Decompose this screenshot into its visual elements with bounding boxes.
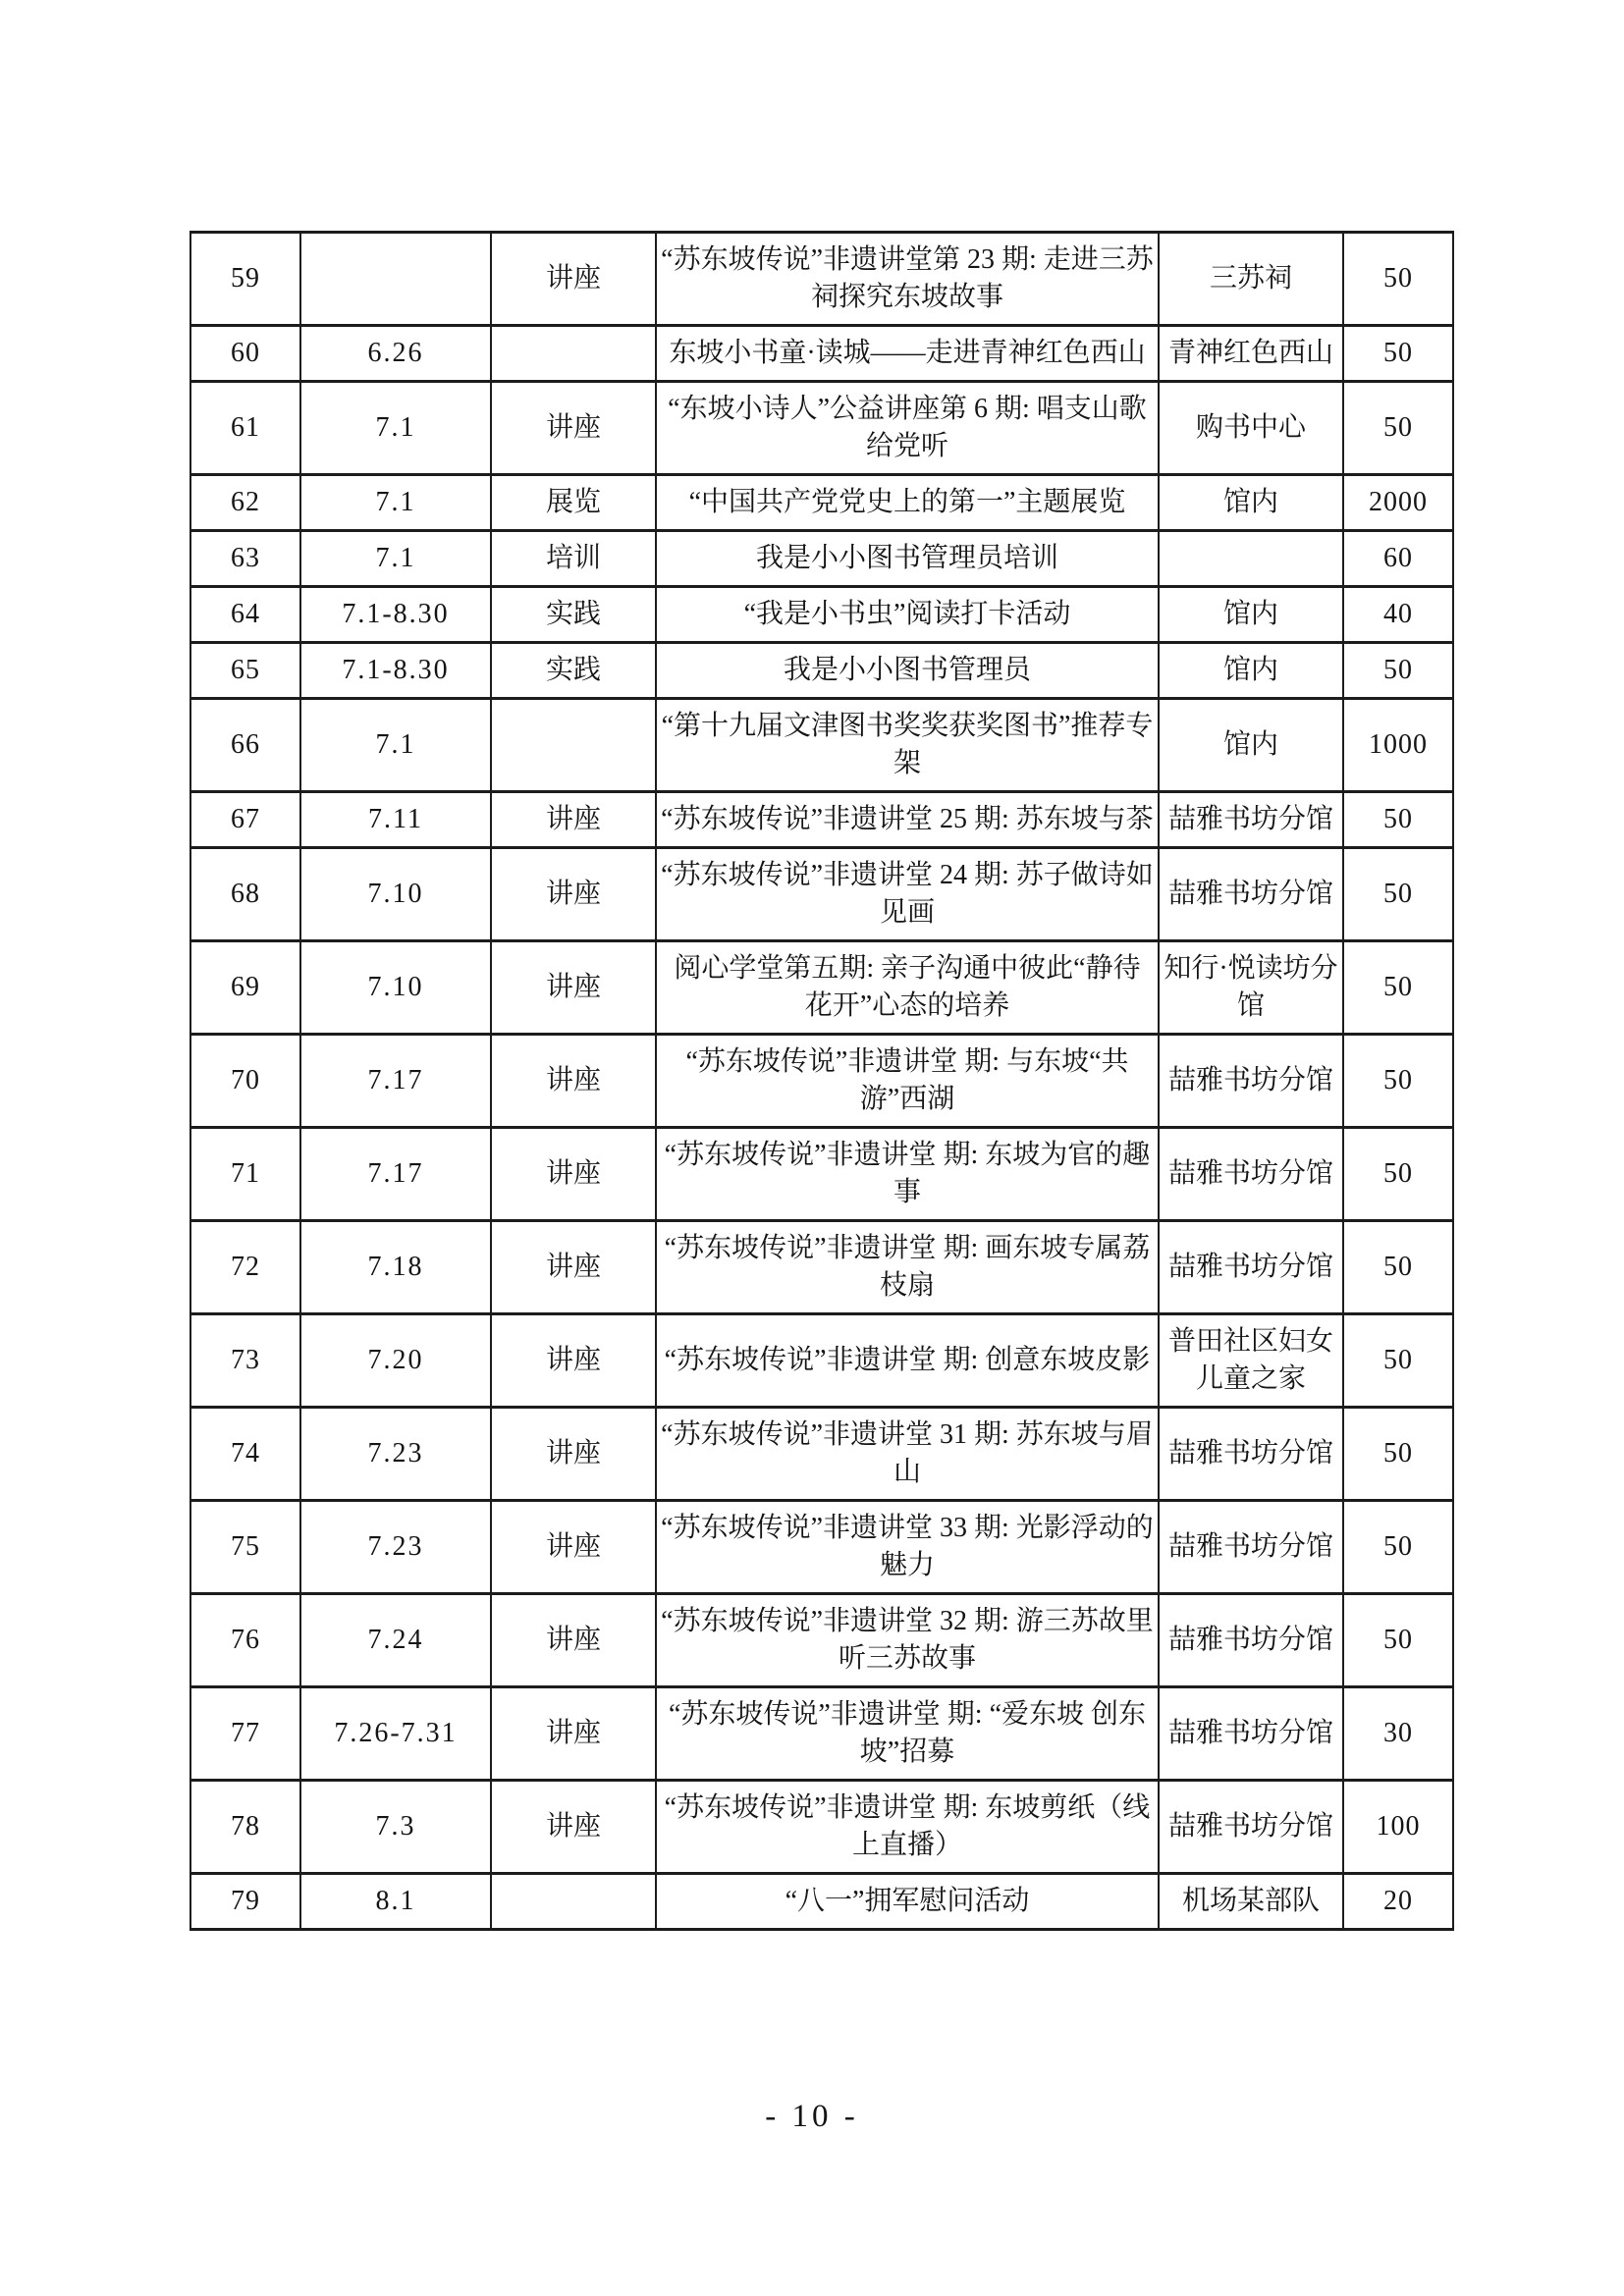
cell-activity: “我是小书虫”阅读打卡活动 — [656, 587, 1159, 643]
cell-type: 实践 — [491, 587, 656, 643]
cell-date: 7.1 — [300, 475, 491, 531]
cell-serial: 59 — [190, 233, 300, 326]
cell-date: 7.3 — [300, 1781, 491, 1874]
table-body — [190, 233, 1453, 1930]
cell-serial: 67 — [190, 792, 300, 848]
cell-date: 7.1 — [300, 699, 491, 792]
cell-activity: “苏东坡传说”非遗讲堂 期: 画东坡专属荔枝扇 — [656, 1221, 1159, 1314]
cell-type: 讲座 — [491, 382, 656, 475]
cell-date: 7.10 — [300, 848, 491, 941]
cell-participants: 50 — [1343, 643, 1453, 699]
cell-activity: “苏东坡传说”非遗讲堂 25 期: 苏东坡与茶 — [656, 792, 1159, 848]
cell-location: 喆雅书坊分馆 — [1159, 848, 1343, 941]
cell-participants: 50 — [1343, 233, 1453, 326]
cell-type — [491, 699, 656, 792]
cell-date: 8.1 — [300, 1874, 491, 1930]
table-row — [190, 1128, 1453, 1221]
cell-location: 购书中心 — [1159, 382, 1343, 475]
cell-participants: 50 — [1343, 1221, 1453, 1314]
cell-activity: “苏东坡传说”非遗讲堂 期: 创意东坡皮影 — [656, 1314, 1159, 1408]
cell-location: 知行·悦读坊分馆 — [1159, 941, 1343, 1035]
cell-date: 7.1 — [300, 531, 491, 587]
cell-participants: 40 — [1343, 587, 1453, 643]
cell-location: 馆内 — [1159, 587, 1343, 643]
cell-date: 7.17 — [300, 1035, 491, 1128]
cell-activity: “苏东坡传说”非遗讲堂 33 期: 光影浮动的魅力 — [656, 1501, 1159, 1594]
table-row — [190, 326, 1453, 382]
cell-location: 馆内 — [1159, 475, 1343, 531]
cell-type: 讲座 — [491, 233, 656, 326]
cell-participants: 50 — [1343, 1128, 1453, 1221]
cell-serial: 64 — [190, 587, 300, 643]
cell-activity: “苏东坡传说”非遗讲堂 期: 东坡为官的趣事 — [656, 1128, 1159, 1221]
cell-type: 讲座 — [491, 1501, 656, 1594]
cell-participants: 100 — [1343, 1781, 1453, 1874]
cell-participants: 50 — [1343, 1314, 1453, 1408]
cell-participants: 1000 — [1343, 699, 1453, 792]
cell-date: 7.11 — [300, 792, 491, 848]
table-row — [190, 848, 1453, 941]
cell-type: 讲座 — [491, 941, 656, 1035]
cell-serial: 69 — [190, 941, 300, 1035]
table-row — [190, 792, 1453, 848]
cell-location: 喆雅书坊分馆 — [1159, 792, 1343, 848]
cell-participants: 30 — [1343, 1687, 1453, 1781]
cell-serial: 78 — [190, 1781, 300, 1874]
cell-serial: 74 — [190, 1408, 300, 1501]
table-row — [190, 382, 1453, 475]
cell-type: 讲座 — [491, 1221, 656, 1314]
cell-type: 讲座 — [491, 1035, 656, 1128]
cell-location: 喆雅书坊分馆 — [1159, 1128, 1343, 1221]
cell-participants: 50 — [1343, 941, 1453, 1035]
cell-activity: “苏东坡传说”非遗讲堂第 23 期: 走进三苏祠探究东坡故事 — [656, 233, 1159, 326]
table-row — [190, 587, 1453, 643]
cell-activity: “苏东坡传说”非遗讲堂 32 期: 游三苏故里 听三苏故事 — [656, 1594, 1159, 1687]
cell-location: 馆内 — [1159, 643, 1343, 699]
cell-location: 喆雅书坊分馆 — [1159, 1221, 1343, 1314]
cell-date: 7.23 — [300, 1501, 491, 1594]
cell-date: 7.10 — [300, 941, 491, 1035]
table-row — [190, 1221, 1453, 1314]
cell-date: 7.23 — [300, 1408, 491, 1501]
cell-participants: 50 — [1343, 1408, 1453, 1501]
cell-serial: 76 — [190, 1594, 300, 1687]
cell-serial: 71 — [190, 1128, 300, 1221]
cell-activity: “八一”拥军慰问活动 — [656, 1874, 1159, 1930]
cell-serial: 66 — [190, 699, 300, 792]
cell-date — [300, 233, 491, 326]
cell-location — [1159, 531, 1343, 587]
cell-participants: 50 — [1343, 792, 1453, 848]
cell-type: 讲座 — [491, 848, 656, 941]
cell-type: 讲座 — [491, 1781, 656, 1874]
table-row — [190, 941, 1453, 1035]
activities-table — [189, 231, 1454, 1931]
cell-type: 培训 — [491, 531, 656, 587]
cell-participants: 50 — [1343, 848, 1453, 941]
cell-date: 7.17 — [300, 1128, 491, 1221]
cell-activity: “中国共产党党史上的第一”主题展览 — [656, 475, 1159, 531]
cell-serial: 75 — [190, 1501, 300, 1594]
cell-activity: 我是小小图书管理员 — [656, 643, 1159, 699]
cell-activity: “第十九届文津图书奖奖获奖图书”推荐专架 — [656, 699, 1159, 792]
cell-activity: “苏东坡传说”非遗讲堂 24 期: 苏子做诗如见画 — [656, 848, 1159, 941]
cell-type: 讲座 — [491, 1128, 656, 1221]
cell-type: 讲座 — [491, 1687, 656, 1781]
cell-location: 机场某部队 — [1159, 1874, 1343, 1930]
page-number: - 10 - — [765, 2099, 859, 2134]
cell-participants: 50 — [1343, 1501, 1453, 1594]
cell-type: 讲座 — [491, 1314, 656, 1408]
table-row — [190, 531, 1453, 587]
cell-date: 7.1-8.30 — [300, 587, 491, 643]
cell-location: 喆雅书坊分馆 — [1159, 1781, 1343, 1874]
cell-activity: 我是小小图书管理员培训 — [656, 531, 1159, 587]
cell-date: 7.18 — [300, 1221, 491, 1314]
cell-participants: 50 — [1343, 1035, 1453, 1128]
cell-activity: “东坡小诗人”公益讲座第 6 期: 唱支山歌给党听 — [656, 382, 1159, 475]
cell-date: 6.26 — [300, 326, 491, 382]
cell-serial: 73 — [190, 1314, 300, 1408]
table-row — [190, 643, 1453, 699]
table-row — [190, 1687, 1453, 1781]
cell-participants: 20 — [1343, 1874, 1453, 1930]
cell-date: 7.26-7.31 — [300, 1687, 491, 1781]
cell-participants: 50 — [1343, 382, 1453, 475]
cell-serial: 70 — [190, 1035, 300, 1128]
table-row — [190, 1314, 1453, 1408]
table-row — [190, 1781, 1453, 1874]
cell-serial: 77 — [190, 1687, 300, 1781]
cell-serial: 65 — [190, 643, 300, 699]
table-row — [190, 699, 1453, 792]
cell-serial: 61 — [190, 382, 300, 475]
cell-type — [491, 1874, 656, 1930]
cell-serial: 63 — [190, 531, 300, 587]
cell-location: 喆雅书坊分馆 — [1159, 1594, 1343, 1687]
cell-location: 馆内 — [1159, 699, 1343, 792]
cell-serial: 68 — [190, 848, 300, 941]
table-row — [190, 1035, 1453, 1128]
table-row — [190, 1501, 1453, 1594]
cell-date: 7.1-8.30 — [300, 643, 491, 699]
cell-location: 喆雅书坊分馆 — [1159, 1035, 1343, 1128]
cell-date: 7.1 — [300, 382, 491, 475]
cell-serial: 62 — [190, 475, 300, 531]
cell-activity: “苏东坡传说”非遗讲堂 31 期: 苏东坡与眉山 — [656, 1408, 1159, 1501]
cell-type: 展览 — [491, 475, 656, 531]
cell-serial: 72 — [190, 1221, 300, 1314]
cell-activity: “苏东坡传说”非遗讲堂 期: “爱东坡 创东坡”招募 — [656, 1687, 1159, 1781]
cell-type — [491, 326, 656, 382]
cell-participants: 50 — [1343, 1594, 1453, 1687]
cell-serial: 79 — [190, 1874, 300, 1930]
cell-participants: 50 — [1343, 326, 1453, 382]
cell-participants: 2000 — [1343, 475, 1453, 531]
cell-location: 三苏祠 — [1159, 233, 1343, 326]
table-row — [190, 475, 1453, 531]
table-row — [190, 1874, 1453, 1930]
cell-location: 普田社区妇女儿童之家 — [1159, 1314, 1343, 1408]
cell-activity: “苏东坡传说”非遗讲堂 期: 与东坡“共游”西湖 — [656, 1035, 1159, 1128]
table-row — [190, 1408, 1453, 1501]
cell-date: 7.24 — [300, 1594, 491, 1687]
cell-location: 喆雅书坊分馆 — [1159, 1408, 1343, 1501]
cell-participants: 60 — [1343, 531, 1453, 587]
cell-serial: 60 — [190, 326, 300, 382]
table-row — [190, 233, 1453, 326]
cell-type: 讲座 — [491, 1594, 656, 1687]
cell-location: 青神红色西山 — [1159, 326, 1343, 382]
cell-type: 讲座 — [491, 1408, 656, 1501]
table-row — [190, 1594, 1453, 1687]
cell-type: 讲座 — [491, 792, 656, 848]
cell-date: 7.20 — [300, 1314, 491, 1408]
cell-location: 喆雅书坊分馆 — [1159, 1501, 1343, 1594]
cell-activity: “苏东坡传说”非遗讲堂 期: 东坡剪纸（线上直播） — [656, 1781, 1159, 1874]
cell-type: 实践 — [491, 643, 656, 699]
cell-location: 喆雅书坊分馆 — [1159, 1687, 1343, 1781]
cell-activity: 东坡小书童·读城——走进青神红色西山 — [656, 326, 1159, 382]
cell-activity: 阅心学堂第五期: 亲子沟通中彼此“静待花开”心态的培养 — [656, 941, 1159, 1035]
